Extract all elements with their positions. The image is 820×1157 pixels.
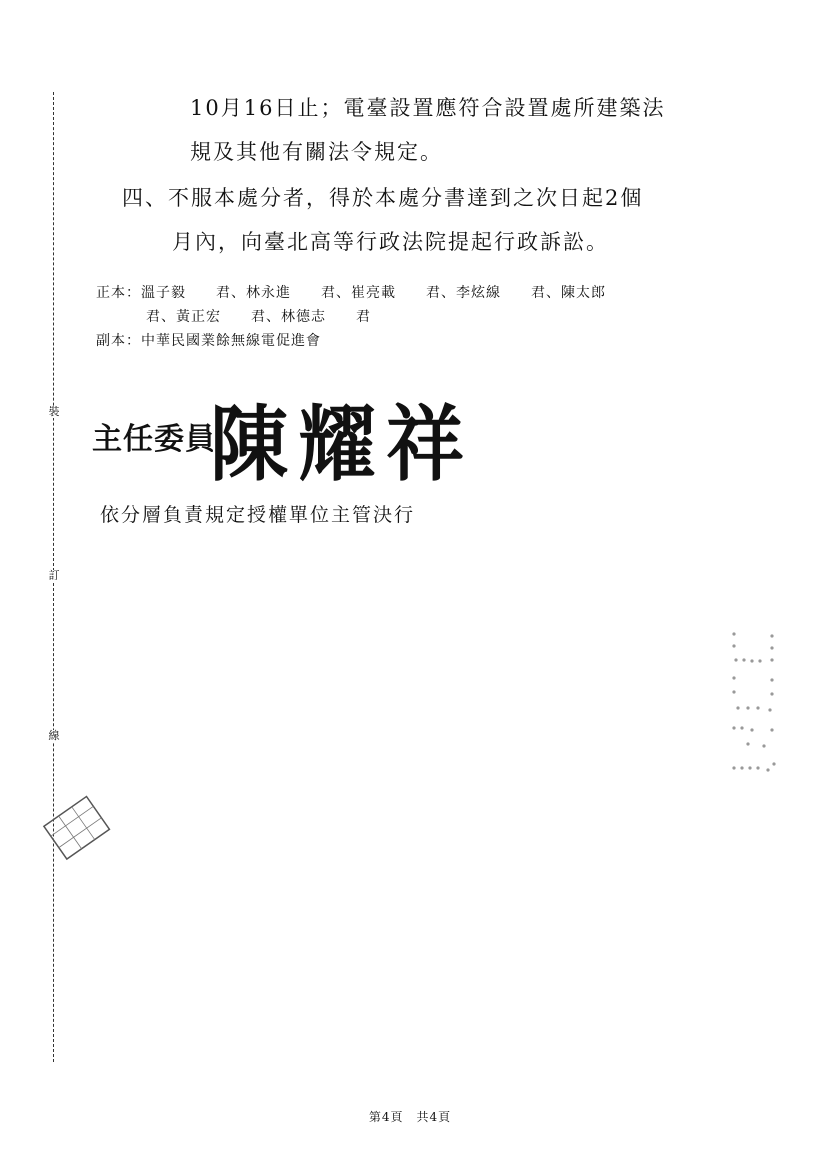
signature-title: 主任委員 [92, 422, 216, 457]
body-line-4: 月內，向臺北高等行政法院提起行政訴訟。 [172, 230, 609, 254]
original-recipients-line-1: 正本：溫子毅 君、林永進 君、崔亮載 君、李炫線 君、陳太郎 [96, 285, 606, 301]
perforation-marks [728, 628, 780, 778]
copy-recipients: 副本：中華民國業餘無線電促進會 [96, 333, 321, 349]
body-line-2: 規及其他有關法令規定。 [190, 140, 443, 164]
official-stamp [42, 790, 112, 870]
original-recipients-line-2: 君、黃正宏 君、林德志 君 [146, 309, 371, 325]
binding-mark-line: 線 [48, 729, 60, 742]
page-number: 第4頁 共4頁 [368, 1110, 452, 1124]
body-line-1: 10月16日止；電臺設置應符合設置處所建築法 [190, 96, 666, 120]
delegation-note: 依分層負責規定授權單位主管決行 [100, 504, 416, 526]
binding-mark-staple: 訂 [48, 569, 60, 582]
body-line-3: 四、不服本處分者，得於本處分書達到之次日起2個 [122, 186, 644, 210]
binding-mark-bind: 裝 [48, 405, 60, 418]
signature-name: 陳耀祥 [210, 397, 475, 493]
